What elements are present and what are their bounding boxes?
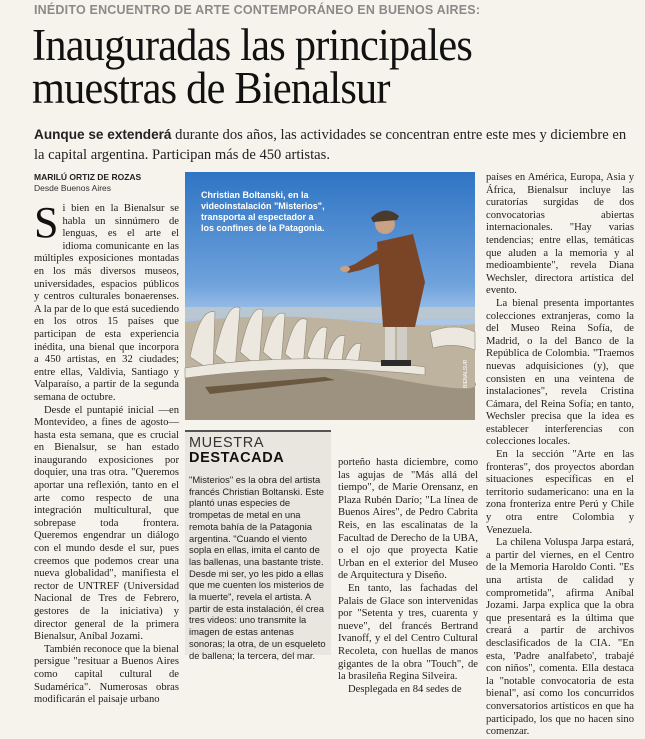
deck <box>34 125 634 165</box>
paragraph: En tanto, las fachadas del Palais de Glace son intervenidas por "Setenta y tres, cuarenta y nueve", del francés Bertrand Ivanoff, y el del Centro Cultural Recoleta, con huellas de manos gigantes de la obra "Touch", de la brasileña Regina Silveira. <box>338 582 478 683</box>
paragraph: La chilena Voluspa Jarpa estará, a partir del viernes, en el Centro de la Memoria Haroldo Conti. "Es una artista de calidad y comprometida", afirma Aníbal Jozami. Jarpa explica que la obra que presentará es la última que creará a partir de archivos desclasificados de la CIA. "En esta, 'Padre analfabeto', trabajé con niños", comenta. Ella destaca la "notable convocatoria de esta bienal", así como los concurridos conversatorios artísticos en que ha participado, los que no hacen sino comenzar. <box>486 537 634 738</box>
paragraph: La bienal presenta importantes colecciones extranjeras, como la del Museo Reina Sofía, de Madrid, o la del Banco de la República de Colombia. "Traemos nuevas adquisiciones (y), que consisten en una veintena de instalaciones", revela Cristina Cámara, del Reina Sofía; en tanto, Wechsler precisa que la idea es establecer interferencias con colecciones locales. <box>486 297 634 448</box>
article-column-4 <box>486 172 634 738</box>
photo-caption: Christian Boltanski, en la videoinstalación "Misterios", transporta al espectador a los confines de la Patagonia. <box>201 190 325 233</box>
deck-lead: Aunque se extenderá <box>34 127 172 142</box>
sidebar-title: DESTACADA <box>189 450 285 466</box>
sidebar-rule <box>185 430 331 432</box>
photo-credit: BIENALSUR <box>463 359 469 388</box>
sidebar-text: "Misterios" es la obra del artista francés Christian Boltanski. Este plantó unas especies de trompetas de metal en una remota bahía de la Patagonia argentina. "Cuando el viento sopla en ellas, imita el canto de las ballenas, una bastante triste. Desde mi ser, yo les pido a ellas que me cuenten los misterios de la muerte", revela el artista. A partir de esta instalación, él crea tres videos: uno transmite la imagen de estas antenas sonoras; la otra, de un esqueleto de ballena; la tercera, del mar. <box>189 474 326 661</box>
article-column-1 <box>34 198 179 706</box>
headline: Inauguradas las principales muestras de Bienalsur <box>32 20 473 113</box>
dateline: Desde Buenos Aires <box>34 183 112 193</box>
paragraph: También reconoce que la bienal persigue "resituar a Buenos Aires como capital cultural de Sudamérica". Numerosas obras modificarán el paisaje urbano <box>34 643 179 706</box>
paragraph: i bien en la Bienalsur se habla un sinnúmero de lenguas, es el arte el idioma comunicante en las múltiples exposiciones montadas en los más diversos museos, universidades, espacios públicos y centros culturales bonaerenses. A la par de lo que está sucediendo en los otros 15 países que participan de esta experiencia inédita, una bienal que incorpora a 450 artistas, en 32 ciudades; entre ellas, Valdivia, Santiago y Valparaíso, a partir de la segunda semana de octubre. <box>34 203 179 403</box>
paragraph: Desde el puntapié inicial —en Montevideo, a fines de agosto— hasta esta semana, que es crucial en Bienalsur, se han estado inaugurando exposiciones por doquier, una tras otra. "Queremos aportar una reflexión, tanto en el arte como respecto de una integración multicultural, que sobrepase toda frontera. Queremos engendrar un diálogo con el mundo desde el sur, pues creemos que podemos crear una nueva globalidad", manifiesta el rector de UNTREF (Universidad Nacional de Tres de Febrero, gestores de la iniciativa) y director general de la primera Bienalsur, Aníbal Jozami. <box>34 404 179 643</box>
article-column-3 <box>338 457 478 695</box>
paragraph: Desplegada en 84 sedes de <box>348 683 462 695</box>
kicker: INÉDITO ENCUENTRO DE ARTE CONTEMPORÁNEO EN BUENOS AIRES: <box>34 3 481 17</box>
sidebar-box <box>185 430 331 661</box>
deck-text: durante dos años, las actividades se concentran entre este mes y diciembre en la capital argentina. Participan más de 450 artistas. <box>34 127 627 163</box>
paragraph: países en América, Europa, Asia y África, Bienalsur incluye las curatorías surgidas de dos convocatorias abiertas internacionales. "Hay varias tendencias; entre ellas, temáticas que aluden a la memoria y al medioambiente", revela Diana Wechsler, directora artística del evento. <box>486 172 634 297</box>
byline: MARILÚ ORTIZ DE ROZAS <box>34 172 142 182</box>
paragraph: En la sección "Arte en las fronteras", dos proyectos abordan situaciones específicas en el territorio sudamericano: una en la zona fronteriza entre Perú y Chile y otra entre Colombia y Venezuela. <box>486 449 634 536</box>
drop-cap: S <box>34 198 59 247</box>
sidebar-label: MUESTRA <box>189 435 265 451</box>
paragraph: porteño hasta diciembre, como las agujas de "Más allá del tiempo", de Marie Orensanz, en Plaza Rubén Darío; "La línea de Buenos Aires", de Pedro Cabrita Reis, en las escalinatas de la Facultad de Derecho de la UBA, o el ojo que proyecta Katie Urban en el exterior del Museo de Arquitectura y Diseño. <box>338 457 478 582</box>
